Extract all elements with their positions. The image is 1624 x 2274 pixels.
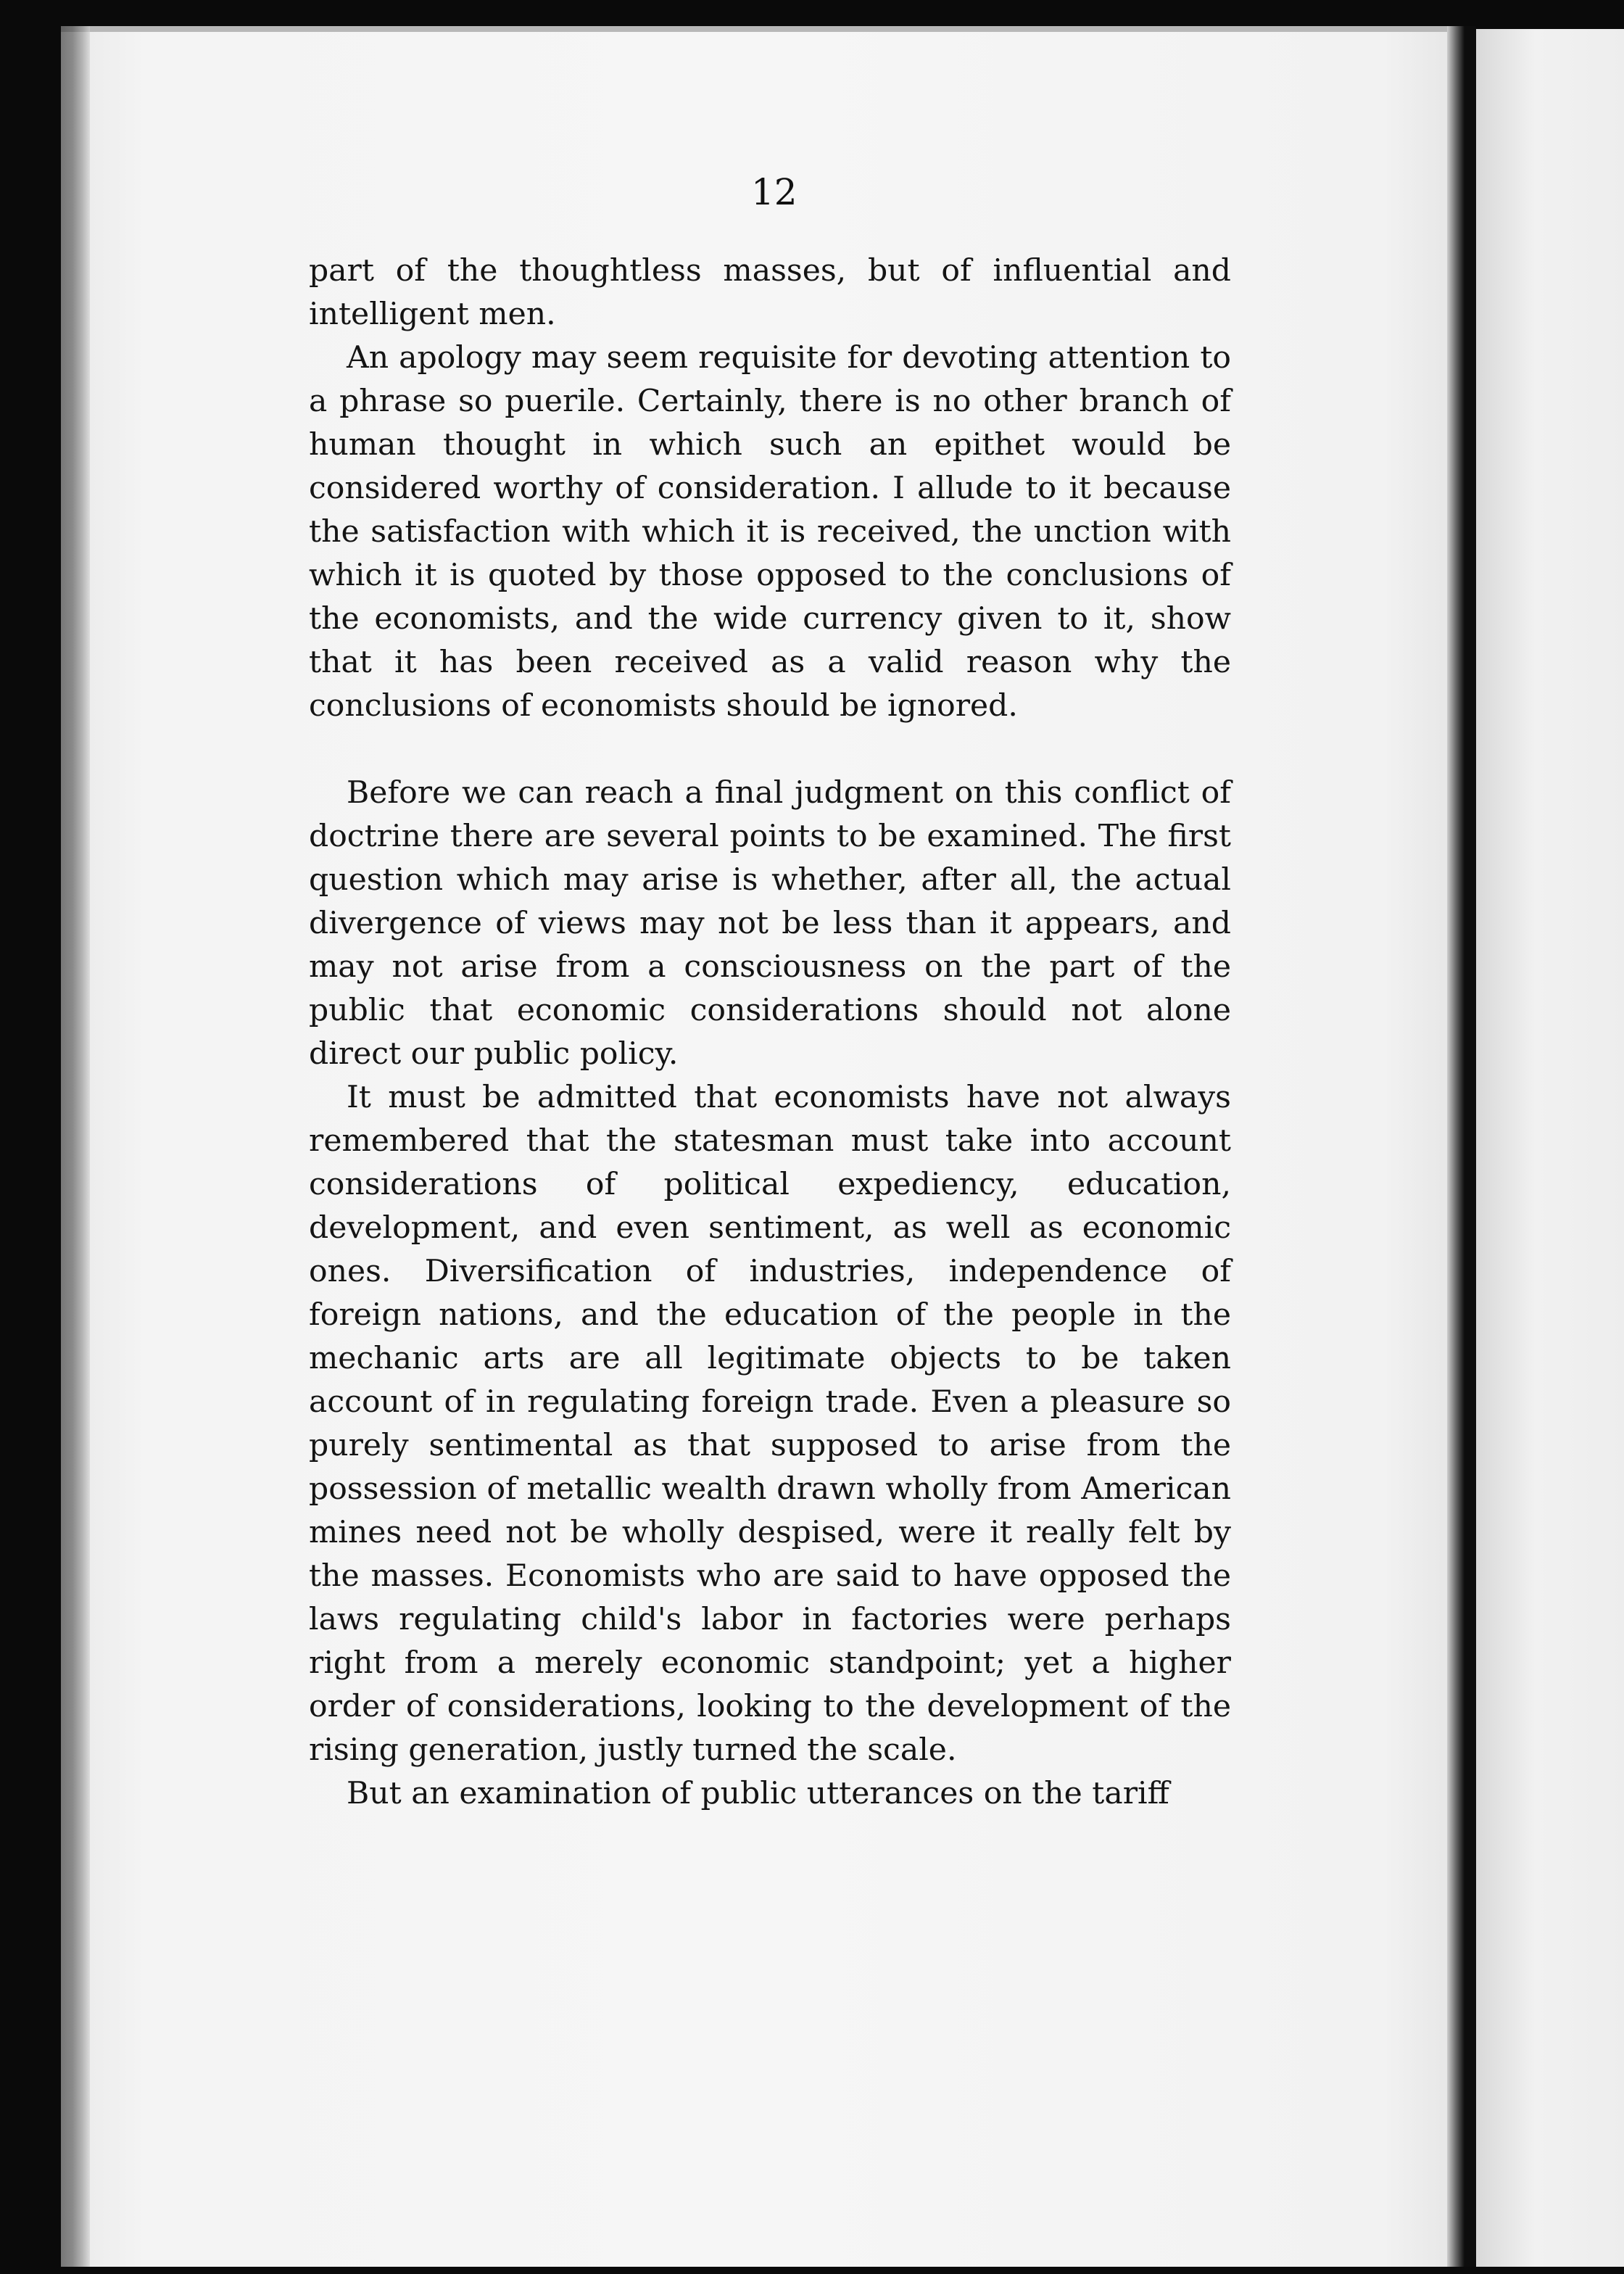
- gutter-shadow: [1447, 26, 1476, 2267]
- paragraph-admitted: It must be admitted that economists have not always remembered that the statesman must take into account considerations of political expediency, education, development, and even sentiment, as well as economic ones. Diversification of industries, independence of foreign nations, and the education of the people in the mechanic arts are all legitimate objects to be taken account of in regulating foreign trade. Even a pleasure so purely sentimental as that supposed to arise from the possession of metallic wealth drawn wholly from American mines need not be wholly despised, were it really felt by the masses. Economists who are said to have opposed the laws regulating child's labor in factories were perhaps right from a merely economic standpoint; yet a higher order of considerations, looking to the development of the rising generation, justly turned the scale.: [309, 1080, 1231, 1768]
- left-binding-shadow: [61, 26, 90, 2267]
- paragraph-examination: But an examination of public utterances on the tariff: [347, 1776, 1169, 1811]
- paragraph-apology: An apology may seem requisite for devoting attention to a phrase so puerile. Certainly, there is no other branch of human thought in which such an epithet would be considered worthy of consideration. I allude to it because the satisfaction with which it is received, the unction with which it is quoted by those opposed to the conclusions of the economists, and the wide currency given to it, show that it has been received as a valid reason why the conclusions of economists should be ignored.: [309, 340, 1231, 724]
- page-number: 12: [751, 171, 798, 213]
- facing-page-edge: [1476, 29, 1624, 2267]
- paragraph-continuation: part of the thoughtless masses, but of influential and intelligent men.: [309, 253, 1231, 332]
- paragraph-judgment: Before we can reach a final judgment on this conflict of doctrine there are several points to be examined. The first question which may arise is whether, after all, the actual divergence of views may not be less than it appears, and may not arise from a consciousness on the part of the public that economic considerations should not alone direct our public policy.: [309, 775, 1231, 1072]
- page-top-edge: [61, 26, 1467, 32]
- body-text: [309, 249, 1231, 1816]
